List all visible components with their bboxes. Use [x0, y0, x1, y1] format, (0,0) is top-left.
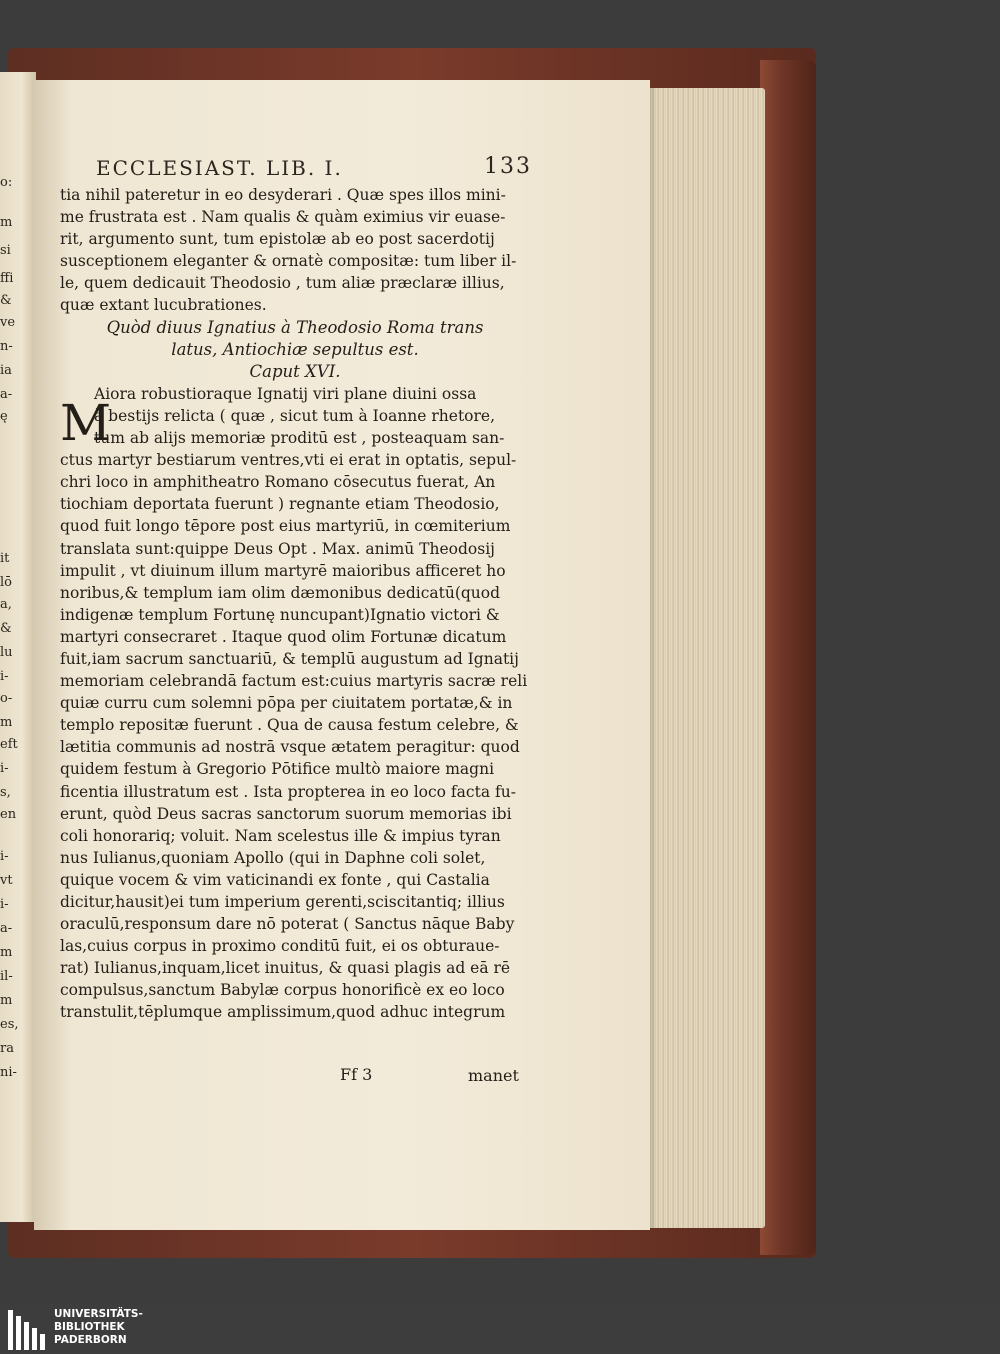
- text-line: tiochiam deportata fuerunt ) regnante etiam Theodosio,: [60, 495, 500, 514]
- left-page-fragment: m: [0, 993, 13, 1008]
- text-line: templo repositæ fuerunt . Qua de causa festum celebre, &: [60, 716, 519, 735]
- left-page-fragment: vt: [0, 873, 13, 888]
- left-page-fragment: ra: [0, 1041, 14, 1056]
- left-page-fragment: il-: [0, 969, 13, 984]
- text-line: las,cuius corpus in proximo conditū fuit, ei os obturaue-: [60, 937, 500, 956]
- left-page-fragment: lu: [0, 645, 13, 660]
- text-line: coli honorariq; voluit. Nam scelestus ille & impius tyran: [60, 826, 501, 845]
- left-page-sliver: [0, 72, 36, 1222]
- text-line: tum ab alijs memoriæ proditū est , posteaquam san-: [94, 429, 505, 448]
- text-line: susceptionem eleganter & ornatè compositæ: tum liber il-: [60, 252, 517, 271]
- text-line: quique vocem & vim vaticinandi ex fonte , qui Castalia: [60, 870, 490, 889]
- signature-mark: Ff 3: [340, 1065, 373, 1084]
- page-edges: [645, 88, 765, 1228]
- text-line: quod fuit longo tēpore post eius martyriū, in cœmiterium: [60, 517, 511, 536]
- left-page-fragment: a-: [0, 921, 13, 936]
- cover-spine-edge: [760, 60, 816, 1255]
- left-page-fragment: &: [0, 293, 12, 308]
- text-line: oraculū,responsum dare nō poterat ( Sanctus nāque Baby: [60, 915, 515, 934]
- text-line: transtulit,tēplumque amplissimum,quod adhuc integrum: [60, 1003, 506, 1022]
- text-line: impulit , vt diuinum illum martyrē maioribus afficeret ho: [60, 561, 506, 580]
- page-text: [60, 184, 530, 1024]
- text-line: lætitia communis ad nostrā vsque ætatem peragitur: quod: [60, 738, 520, 757]
- left-page-fragment: en: [0, 807, 17, 822]
- running-title: ECCLESIAST. LIB. I.: [96, 156, 343, 180]
- text-line: memoriam celebrandā factum est:cuius martyris sacræ reli: [60, 672, 528, 691]
- text-line: dicitur,hausit)ei tum imperium gerenti,sciscitantiq; illius: [60, 893, 505, 911]
- text-line: ctus martyr bestiarum ventres,vti ei erat in optatis, sepul-: [60, 451, 517, 470]
- left-page-fragment: a,: [0, 597, 12, 612]
- text-line: Aiora robustioraque Ignatij viri plane diuini ossa: [94, 384, 477, 403]
- text-line: indigenæ templum Fortunę nuncupant)Ignatio victori &: [60, 605, 500, 624]
- text-line: à bestijs relicta ( quæ , sicut tum à Ioanne rhetore,: [94, 406, 496, 425]
- left-page-fragment: i-: [0, 849, 9, 864]
- left-page-fragment: lō: [0, 575, 12, 590]
- text-line: quiæ curru cum solemni pōpa per ciuitatem portatæ,& in: [60, 694, 513, 713]
- left-page-fragment: &: [0, 621, 12, 636]
- text-line: erunt, quòd Deus sacras sanctorum suorum memorias ibi: [60, 804, 512, 823]
- library-logo-text: UNIVERSITÄTS- BIBLIOTHEK PADERBORN: [54, 1308, 143, 1346]
- left-page-fragment: s,: [0, 785, 11, 800]
- left-page-fragment: it: [0, 551, 10, 566]
- left-page-fragment: i-: [0, 761, 9, 776]
- left-page-fragment: i-: [0, 897, 9, 912]
- text-line: martyri consecraret . Itaque quod olim Fortunæ dicatum: [60, 627, 507, 646]
- chapter-heading-line: Quòd diuus Ignatius à Theodosio Roma trans: [106, 317, 484, 337]
- left-page-fragment: o-: [0, 691, 13, 706]
- text-line: nus Iulianus,quoniam Apollo (qui in Daphne coli solet,: [60, 848, 486, 867]
- left-page-fragment: ni-: [0, 1065, 17, 1080]
- text-line: compulsus,sanctum Babylæ corpus honorificè ex eo loco: [60, 981, 505, 1000]
- catchword: manet: [468, 1066, 519, 1085]
- text-line: me frustrata est . Nam qualis & quàm eximius vir euase-: [60, 208, 506, 227]
- left-page-fragment: si: [0, 243, 11, 258]
- left-page-fragment: i-: [0, 669, 9, 684]
- drop-cap: M: [60, 394, 112, 452]
- text-line: quidem festum à Gregorio Pōtifice multò maiore magni: [60, 760, 495, 779]
- running-header: [92, 154, 532, 182]
- text-line: fuit,iam sacrum sanctuariū, & templū augustum ad Ignatij: [60, 649, 519, 668]
- text-line: ficentia illustratum est . Ista propterea in eo loco facta fu-: [60, 782, 516, 801]
- left-page-fragment: ffi: [0, 271, 14, 286]
- left-page-fragment: ia: [0, 363, 12, 378]
- left-page-fragment: m: [0, 945, 13, 960]
- text-line: rat) Iulianus,inquam,licet inuitus, & quasi plagis ad eā rē: [60, 959, 511, 978]
- text-line: chri loco in amphitheatro Romano cōsecutus fuerat, An: [60, 473, 496, 492]
- text-line: translata sunt:quippe Deus Opt . Max. animū Theodosij: [60, 539, 495, 558]
- left-page-fragment: es,: [0, 1017, 19, 1032]
- text-line: tia nihil pateretur in eo desyderari . Quæ spes illos mini-: [60, 186, 506, 204]
- text-line: rit, argumento sunt, tum epistolæ ab eo post sacerdotij: [60, 230, 495, 249]
- left-page-fragment: ę: [0, 409, 8, 424]
- left-page-fragment: eft: [0, 737, 18, 752]
- chapter-heading-line: latus, Antiochiæ sepultus est.: [171, 339, 419, 359]
- left-page-fragment: ve: [0, 315, 16, 330]
- left-page-fragment: m: [0, 215, 13, 230]
- text-line: noribus,& templum iam olim dæmonibus dedicatū(quod: [60, 583, 501, 602]
- left-page-fragment: o:: [0, 175, 13, 190]
- text-line: le, quem dedicauit Theodosio , tum aliæ præclaræ illius,: [60, 274, 505, 293]
- chapter-number: Caput XVI.: [249, 361, 341, 381]
- footer-bar: [0, 1304, 1000, 1354]
- text-line: quæ extant lucubrationes.: [60, 296, 267, 315]
- left-page-fragment: m: [0, 715, 13, 730]
- page-number: 133: [484, 154, 532, 179]
- library-logo-icon: [8, 1310, 46, 1350]
- left-page-fragment: n-: [0, 339, 13, 354]
- left-page-fragment: a-: [0, 387, 13, 402]
